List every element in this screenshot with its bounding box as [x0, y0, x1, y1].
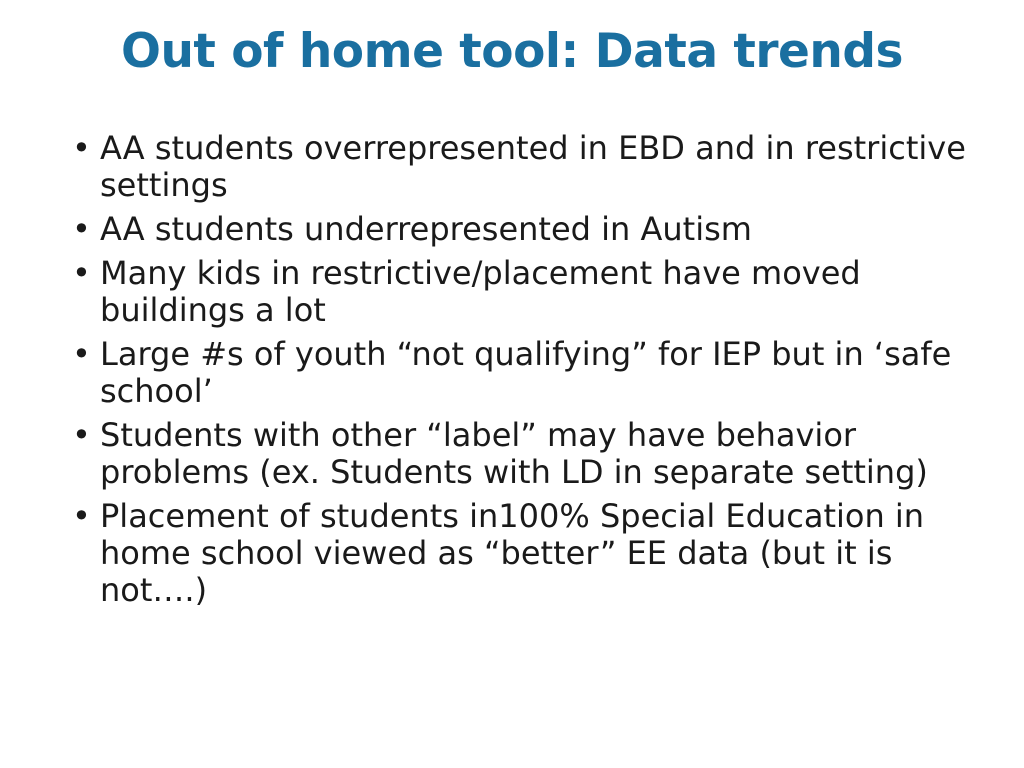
bullet-text: Large #s of youth “not qualifying” for IEP but in ‘safe school’	[100, 335, 952, 410]
bullet-item	[70, 130, 970, 204]
bullet-text: AA students overrepresented in EBD and in restrictive settings	[100, 129, 966, 204]
bullet-dot-icon: •	[72, 335, 91, 373]
bullet-text: Students with other “label” may have behavior problems (ex. Students with LD in separate setting)	[100, 416, 928, 491]
bullet-text: Many kids in restrictive/placement have moved buildings a lot	[100, 254, 861, 329]
bullet-dot-icon: •	[72, 254, 91, 292]
bullet-text: AA students underrepresented in Autism	[100, 210, 752, 248]
bullet-item	[70, 336, 970, 410]
bullet-item	[70, 255, 970, 329]
bullet-dot-icon: •	[72, 497, 91, 535]
bullet-item	[70, 417, 970, 491]
bullet-text: Placement of students in100% Special Education in home school viewed as “better” EE data (but it is not….)	[100, 497, 925, 609]
bullet-dot-icon: •	[72, 210, 91, 248]
bullet-dot-icon: •	[72, 416, 91, 454]
bullet-dot-icon: •	[72, 129, 91, 167]
slide-title: Out of home tool: Data trends	[121, 24, 903, 79]
bullet-item	[70, 498, 970, 609]
bullet-list	[70, 130, 970, 616]
bullet-item	[70, 211, 970, 248]
